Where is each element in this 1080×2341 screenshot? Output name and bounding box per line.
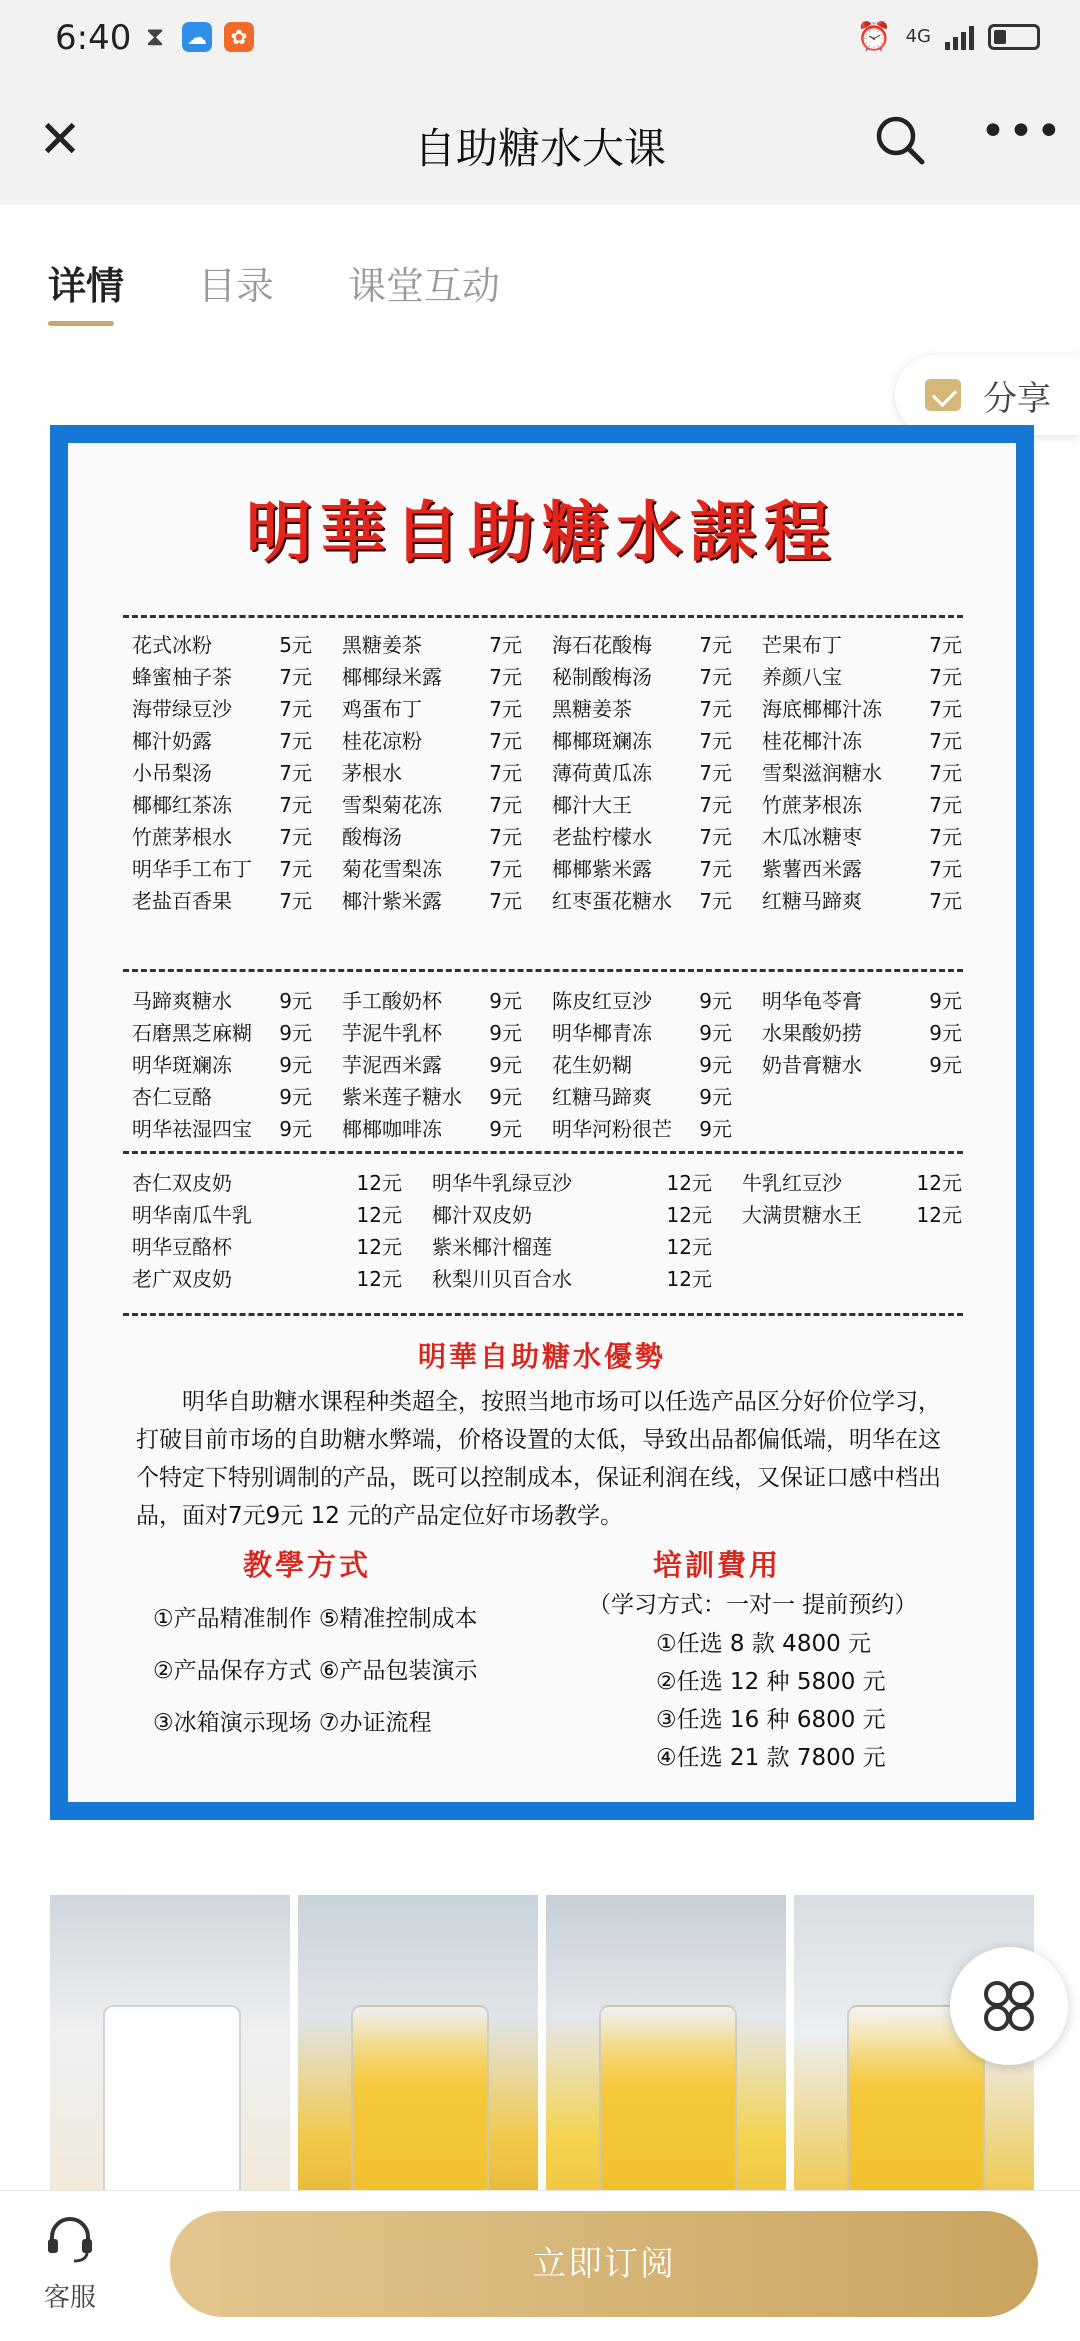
divider	[123, 1313, 963, 1316]
menu-item	[762, 1081, 992, 1113]
customer-service-button[interactable]	[30, 2211, 110, 2314]
menu-item-price: 9元	[699, 1085, 732, 1109]
menu-item	[552, 693, 762, 725]
menu-item	[342, 725, 552, 757]
menu-item	[132, 885, 342, 917]
menu-item	[132, 757, 342, 789]
menu-item	[762, 885, 992, 917]
menu-item-name: 明华椰青冻	[552, 1021, 652, 1045]
menu-item-price: 9元	[699, 1117, 732, 1141]
menu-item	[762, 693, 992, 725]
menu-item-name: 木瓜冰糖枣	[762, 825, 862, 849]
menu-item-price: 9元	[489, 1053, 522, 1077]
menu-item-name: 杏仁双皮奶	[132, 1171, 232, 1195]
menu-item-name: 竹蔗茅根冻	[762, 793, 862, 817]
menu-item	[132, 821, 342, 853]
menu-item-name: 手工酸奶杯	[342, 989, 442, 1013]
menu-item-name: 紫米莲子糖水	[342, 1085, 462, 1109]
menu-item	[552, 757, 762, 789]
cup-shape	[351, 2005, 489, 2200]
menu-item-price: 7元	[489, 697, 522, 721]
menu-item-price: 7元	[489, 857, 522, 881]
menu-item	[132, 1113, 342, 1145]
network-type: 4G	[905, 26, 931, 47]
menu-item-name: 明华手工布丁	[132, 857, 252, 881]
menu-item-name: 紫米椰汁榴莲	[432, 1235, 552, 1259]
menu-item-name: 红糖马蹄爽	[552, 1085, 652, 1109]
menu-item-name: 菊花雪梨冻	[342, 857, 442, 881]
menu-item	[342, 885, 552, 917]
menu-item	[132, 661, 342, 693]
menu-item-name: 海底椰椰汁冻	[762, 697, 882, 721]
menu-item-price: 9元	[699, 1053, 732, 1077]
menu-item	[432, 1263, 742, 1295]
fee-list	[568, 1585, 928, 1777]
course-poster[interactable]	[50, 425, 1034, 1820]
menu-item	[342, 1113, 552, 1145]
menu-item-name: 老盐百香果	[132, 889, 232, 913]
menu-item-price: 12元	[356, 1267, 402, 1291]
menu-item	[552, 853, 762, 885]
menu-item-price: 7元	[699, 697, 732, 721]
menu-item-price: 9元	[929, 989, 962, 1013]
menu-item-name: 椰椰紫米露	[552, 857, 652, 881]
menu-item-name: 水果酸奶捞	[762, 1021, 862, 1045]
divider	[123, 1151, 963, 1154]
menu-item-name: 红枣蛋花糖水	[552, 889, 672, 913]
menu-item	[762, 629, 992, 661]
menu-item-price: 7元	[699, 793, 732, 817]
menu-item-name: 竹蔗茅根水	[132, 825, 232, 849]
menu-item	[432, 1231, 742, 1263]
product-photo[interactable]	[50, 1895, 290, 2200]
menu-item-name: 明华斑斓冻	[132, 1053, 232, 1077]
menu-item	[762, 1113, 992, 1145]
menu-item-price: 7元	[489, 665, 522, 689]
menu-item	[342, 629, 552, 661]
menu-item	[742, 1231, 992, 1263]
close-icon[interactable]: ✕	[38, 110, 82, 170]
menu-item-name: 奶昔膏糖水	[762, 1053, 862, 1077]
menu-item-price: 9元	[929, 1053, 962, 1077]
menu-item	[552, 629, 762, 661]
status-bar	[0, 0, 1080, 80]
grid-menu-icon	[950, 1947, 1068, 2065]
menu-item	[742, 1167, 992, 1199]
menu-item	[552, 1017, 762, 1049]
menu-item-price: 7元	[279, 761, 312, 785]
menu-item-name: 紫薯西米露	[762, 857, 862, 881]
tab-interaction[interactable]: 课堂互动	[348, 264, 501, 308]
more-icon[interactable]: •••	[980, 106, 1064, 157]
menu-item	[432, 1167, 742, 1199]
menu-item-name: 红糖马蹄爽	[762, 889, 862, 913]
method-item: ③冰箱演示现场 ⑦办证流程	[153, 1710, 432, 1736]
headset-icon	[42, 2211, 98, 2267]
menu-item	[552, 885, 762, 917]
fee-subtitle: （学习方式：一对一 提前预约）	[588, 1592, 918, 1618]
menu-item-name: 花式冰粉	[132, 633, 212, 657]
menu-item-price: 7元	[929, 889, 962, 913]
menu-item-name: 海带绿豆沙	[132, 697, 232, 721]
advantage-text: 明华自助糖水课程种类超全，按照当地市场可以任选产品区分好价位学习，打破目前市场的自助糖水弊端，价格设置的太低，导致出品都偏低端，明华在这个特定下特别调制的产品，既可以控制成本，保证利润在线，又保证口感中档出品，面对7元9元 12 元的产品定位好市场教学。	[136, 1389, 941, 1529]
menu-item	[552, 1113, 762, 1145]
method-item: ①产品精准制作 ⑤精准控制成本	[153, 1606, 478, 1632]
menu-item	[762, 789, 992, 821]
floating-menu-button[interactable]	[950, 1947, 1068, 2065]
menu-item-price: 9元	[279, 1085, 312, 1109]
menu-item-name: 老广双皮奶	[132, 1267, 232, 1291]
menu-item-name: 明华牛乳绿豆沙	[432, 1171, 572, 1195]
menu-item	[132, 725, 342, 757]
menu-item-price: 12元	[666, 1235, 712, 1259]
menu-item-price: 9元	[489, 1117, 522, 1141]
method-list	[153, 1593, 478, 1749]
menu-item-name: 花生奶糊	[552, 1053, 632, 1077]
bottom-bar	[0, 2190, 1080, 2341]
menu-item-name: 椰汁大王	[552, 793, 632, 817]
menu-item	[762, 725, 992, 757]
product-photo[interactable]	[298, 1895, 538, 2200]
menu-item	[552, 661, 762, 693]
menu-item-price: 7元	[279, 665, 312, 689]
menu-item-name: 黑糖姜茶	[552, 697, 632, 721]
menu-item-name: 小吊梨汤	[132, 761, 212, 785]
menu-item-price: 7元	[929, 665, 962, 689]
menu-item-name: 椰椰红茶冻	[132, 793, 232, 817]
menu-item-price: 5元	[279, 633, 312, 657]
menu-item-price: 7元	[699, 825, 732, 849]
menu-item-name: 茅根水	[342, 761, 402, 785]
menu-item-price: 7元	[929, 825, 962, 849]
menu-item	[762, 853, 992, 885]
menu-item-name: 椰汁奶露	[132, 729, 212, 753]
menu-item-name: 老盐柠檬水	[552, 825, 652, 849]
menu-item-name: 蜂蜜柚子茶	[132, 665, 232, 689]
menu-item	[742, 1263, 992, 1295]
menu-item-name: 芒果布丁	[762, 633, 842, 657]
divider	[123, 615, 963, 618]
cup-shape	[103, 2005, 241, 2200]
menu-item	[552, 1049, 762, 1081]
menu-item-price: 7元	[699, 889, 732, 913]
menu-item	[342, 985, 552, 1017]
menu-item-price: 7元	[699, 857, 732, 881]
menu-item-name: 明华河粉很芒	[552, 1117, 672, 1141]
menu-item	[132, 1263, 432, 1295]
menu-item	[132, 1167, 432, 1199]
menu-item-name: 黑糖姜茶	[342, 633, 422, 657]
menu-item-name: 养颜八宝	[762, 665, 842, 689]
method-item: ②产品保存方式 ⑥产品包装演示	[153, 1658, 478, 1684]
menu-item-price: 7元	[929, 633, 962, 657]
menu-item-name: 马蹄爽糖水	[132, 989, 232, 1013]
fee-option: ②任选 12 种 5800 元	[656, 1669, 886, 1695]
status-system-icons	[857, 20, 1040, 53]
page-title: 自助糖水大课	[413, 124, 666, 173]
hourglass-icon: ⧗	[145, 21, 165, 52]
menu-item-name: 秘制酸梅汤	[552, 665, 652, 689]
tab-active-indicator	[48, 321, 114, 326]
menu-7-yuan	[132, 629, 992, 917]
menu-item	[432, 1199, 742, 1231]
menu-item	[552, 985, 762, 1017]
menu-item-price: 7元	[929, 761, 962, 785]
share-label: 分享	[983, 378, 1051, 419]
tab-details[interactable]: 详情	[48, 264, 125, 308]
poster-title: 明華自助糖水課程	[246, 493, 838, 571]
status-notification-icons	[140, 22, 254, 52]
menu-item-name: 石磨黑芝麻糊	[132, 1021, 252, 1045]
poster-inner	[68, 443, 1016, 1802]
menu-item-price: 7元	[279, 889, 312, 913]
menu-item-name: 椰汁双皮奶	[432, 1203, 532, 1227]
subscribe-button[interactable]: 立即订阅	[170, 2211, 1038, 2317]
menu-item-name: 椰汁紫米露	[342, 889, 442, 913]
menu-item-price: 7元	[489, 889, 522, 913]
menu-item	[552, 789, 762, 821]
content-area	[0, 205, 1080, 2340]
menu-item-price: 7元	[489, 761, 522, 785]
battery-icon	[988, 24, 1040, 50]
search-icon[interactable]	[870, 110, 930, 170]
menu-item-name: 酸梅汤	[342, 825, 402, 849]
menu-item	[762, 757, 992, 789]
menu-item-price: 12元	[916, 1203, 962, 1227]
signal-icon	[945, 24, 974, 50]
menu-item	[132, 1231, 432, 1263]
menu-item	[742, 1199, 992, 1231]
menu-item-price: 7元	[279, 825, 312, 849]
menu-item-name: 明华祛湿四宝	[132, 1117, 252, 1141]
menu-item-name: 牛乳红豆沙	[742, 1171, 842, 1195]
menu-item	[132, 1017, 342, 1049]
menu-item-price: 9元	[699, 1021, 732, 1045]
menu-item-price: 7元	[699, 633, 732, 657]
customer-service-label: 客服	[43, 2283, 96, 2313]
share-icon	[925, 379, 961, 411]
menu-item-price: 12元	[666, 1171, 712, 1195]
menu-12-yuan	[132, 1167, 992, 1295]
nav-bar	[0, 80, 1080, 205]
menu-item-price: 7元	[929, 729, 962, 753]
menu-item-price: 9元	[489, 1085, 522, 1109]
menu-item-price: 7元	[929, 697, 962, 721]
menu-item-price: 9元	[489, 989, 522, 1013]
menu-item-price: 7元	[929, 857, 962, 881]
app-notification-icon: ✿	[224, 22, 254, 52]
menu-item	[342, 757, 552, 789]
menu-item	[132, 985, 342, 1017]
menu-item	[132, 629, 342, 661]
menu-item-price: 7元	[279, 793, 312, 817]
menu-item-price: 7元	[489, 633, 522, 657]
menu-item-name: 椰椰斑斓冻	[552, 729, 652, 753]
menu-item	[342, 693, 552, 725]
menu-item-price: 9元	[489, 1021, 522, 1045]
alarm-icon: ⏰	[856, 20, 892, 53]
menu-item-name: 椰椰咖啡冻	[342, 1117, 442, 1141]
menu-item-price: 9元	[279, 1117, 312, 1141]
menu-item	[342, 853, 552, 885]
menu-item	[552, 821, 762, 853]
cloud-app-icon: ☁	[182, 22, 212, 52]
menu-item-price: 7元	[489, 729, 522, 753]
menu-item-price: 7元	[699, 665, 732, 689]
menu-item-price: 9元	[279, 1021, 312, 1045]
menu-item-price: 12元	[916, 1171, 962, 1195]
menu-item-price: 12元	[666, 1267, 712, 1291]
fee-option: ③任选 16 种 6800 元	[656, 1707, 886, 1733]
menu-item	[132, 789, 342, 821]
menu-item	[762, 821, 992, 853]
menu-item-price: 7元	[489, 825, 522, 849]
product-photo[interactable]	[546, 1895, 786, 2200]
divider	[123, 969, 963, 972]
menu-item-name: 海石花酸梅	[552, 633, 652, 657]
menu-item	[342, 1081, 552, 1113]
menu-item-price: 7元	[699, 761, 732, 785]
menu-item	[552, 725, 762, 757]
menu-item-price: 12元	[356, 1235, 402, 1259]
menu-item-name: 薄荷黄瓜冻	[552, 761, 652, 785]
menu-item	[132, 1049, 342, 1081]
menu-item-name: 明华南瓜牛乳	[132, 1203, 252, 1227]
status-time: 6:40	[55, 18, 132, 58]
menu-item-price: 7元	[279, 697, 312, 721]
menu-item-price: 9元	[929, 1021, 962, 1045]
product-photo-strip	[50, 1895, 1034, 2200]
menu-item	[132, 1199, 432, 1231]
menu-item-name: 陈皮红豆沙	[552, 989, 652, 1013]
method-title: 教學方式	[243, 1548, 372, 1582]
menu-item	[762, 1017, 992, 1049]
menu-item	[132, 1081, 342, 1113]
cup-shape	[599, 2005, 737, 2200]
tab-bar	[0, 205, 1080, 325]
menu-item-name: 桂花椰汁冻	[762, 729, 862, 753]
menu-item-name: 明华豆酪杯	[132, 1235, 232, 1259]
menu-item-price: 7元	[929, 793, 962, 817]
menu-item-price: 12元	[356, 1171, 402, 1195]
share-button[interactable]	[895, 355, 1080, 435]
menu-item	[762, 661, 992, 693]
menu-item-price: 7元	[489, 793, 522, 817]
menu-item-price: 9元	[279, 989, 312, 1013]
menu-item-name: 椰椰绿米露	[342, 665, 442, 689]
menu-item	[132, 693, 342, 725]
menu-item-name: 大满贯糖水王	[742, 1203, 862, 1227]
menu-item-name: 芋泥牛乳杯	[342, 1021, 442, 1045]
menu-item-price: 7元	[279, 857, 312, 881]
fee-option: ①任选 8 款 4800 元	[656, 1631, 872, 1657]
tab-catalog[interactable]: 目录	[198, 264, 275, 308]
menu-item-price: 9元	[699, 989, 732, 1013]
menu-item	[342, 821, 552, 853]
menu-item-name: 雪梨滋润糖水	[762, 761, 882, 785]
menu-item-name: 芋泥西米露	[342, 1053, 442, 1077]
menu-item	[342, 789, 552, 821]
menu-item-name: 雪梨菊花冻	[342, 793, 442, 817]
menu-item	[342, 1017, 552, 1049]
menu-item	[342, 661, 552, 693]
menu-item-name: 明华龟苓膏	[762, 989, 862, 1013]
menu-item	[132, 853, 342, 885]
menu-item-name: 鸡蛋布丁	[342, 697, 422, 721]
menu-item	[762, 1049, 992, 1081]
menu-item-price: 12元	[356, 1203, 402, 1227]
menu-item-name: 秋梨川贝百合水	[432, 1267, 572, 1291]
menu-item	[762, 985, 992, 1017]
menu-item-price: 7元	[279, 729, 312, 753]
menu-item-price: 12元	[666, 1203, 712, 1227]
menu-9-yuan	[132, 985, 992, 1145]
menu-item	[552, 1081, 762, 1113]
menu-item-price: 7元	[699, 729, 732, 753]
fee-option: ④任选 21 款 7800 元	[656, 1745, 886, 1771]
advantage-title: 明華自助糖水優勢	[417, 1340, 666, 1373]
fee-title: 培訓費用	[653, 1548, 782, 1582]
menu-item-name: 桂花凉粉	[342, 729, 422, 753]
menu-item	[342, 1049, 552, 1081]
menu-item-price: 9元	[279, 1053, 312, 1077]
menu-item-name: 杏仁豆酪	[132, 1085, 212, 1109]
